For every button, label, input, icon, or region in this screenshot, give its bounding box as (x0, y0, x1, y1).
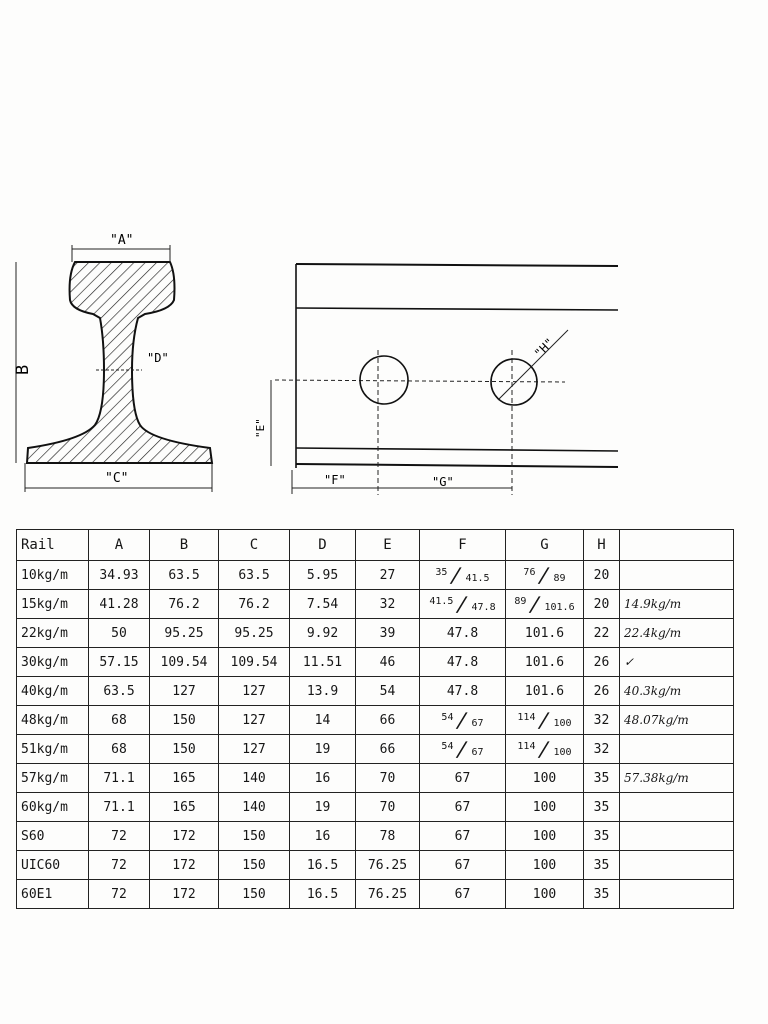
cell-h: 22 (584, 619, 620, 648)
cell-b: 63.5 (150, 561, 219, 590)
cell-a: 72 (89, 822, 150, 851)
cell-g: 101.6 (506, 677, 584, 706)
cell-b: 165 (150, 793, 219, 822)
cell-e: 78 (356, 822, 420, 851)
cell-d: 14 (290, 706, 356, 735)
cell-handwritten-note: 57.38kg/m (620, 764, 734, 793)
cell-g: 100 (506, 822, 584, 851)
label-f: "F" (324, 473, 346, 487)
cell-f (420, 590, 506, 619)
cell-b: 172 (150, 851, 219, 880)
cell-e: 32 (356, 590, 420, 619)
cell-c: 150 (219, 851, 290, 880)
cell-e: 54 (356, 677, 420, 706)
slash-mark: / (527, 592, 544, 616)
cell-e: 46 (356, 648, 420, 677)
cell-handwritten-note (620, 793, 734, 822)
cell-rail: 60E1 (17, 880, 89, 909)
cell-g: 100 (506, 880, 584, 909)
table-row (17, 793, 734, 822)
cell-d: 19 (290, 793, 356, 822)
cell-f-second: 67 (471, 717, 484, 729)
cell-f-second: 47.8 (471, 601, 496, 613)
label-c: "C" (105, 471, 129, 486)
rail-profile-shape (27, 262, 212, 463)
cell-rail: 30kg/m (17, 648, 89, 677)
cell-a: 68 (89, 735, 150, 764)
cell-e: 66 (356, 706, 420, 735)
table-header-row (17, 530, 734, 561)
cell-c: 150 (219, 822, 290, 851)
cell-a: 41.28 (89, 590, 150, 619)
cell-a: 63.5 (89, 677, 150, 706)
cell-c: 127 (219, 677, 290, 706)
cell-rail: 51kg/m (17, 735, 89, 764)
cell-h: 35 (584, 880, 620, 909)
col-header-rail: Rail (17, 530, 89, 561)
cell-h: 35 (584, 851, 620, 880)
slash-mark: / (454, 737, 471, 761)
cell-f: 47.8 (420, 648, 506, 677)
cell-handwritten-note (620, 851, 734, 880)
table-row (17, 735, 734, 764)
cell-a: 71.1 (89, 764, 150, 793)
cell-d: 16 (290, 764, 356, 793)
cell-c: 76.2 (219, 590, 290, 619)
cell-b: 95.25 (150, 619, 219, 648)
cell-f (420, 706, 506, 735)
bolt-hole-1 (360, 356, 408, 404)
cell-handwritten-note: 14.9kg/m (620, 590, 734, 619)
cell-rail: 10kg/m (17, 561, 89, 590)
cell-d: 5.95 (290, 561, 356, 590)
slash-mark: / (454, 708, 471, 732)
cell-d: 19 (290, 735, 356, 764)
cell-g-second: 89 (553, 572, 566, 584)
cell-f: 67 (420, 851, 506, 880)
cell-g (506, 590, 584, 619)
col-header-d: D (290, 530, 356, 561)
col-header-g: G (506, 530, 584, 561)
cell-a: 50 (89, 619, 150, 648)
table-row (17, 619, 734, 648)
cell-b: 172 (150, 880, 219, 909)
cell-g: 101.6 (506, 648, 584, 677)
cell-g (506, 561, 584, 590)
cell-f: 47.8 (420, 677, 506, 706)
cell-rail: UIC60 (17, 851, 89, 880)
cell-handwritten-note (620, 822, 734, 851)
col-header-notes (620, 530, 734, 561)
cell-d: 16 (290, 822, 356, 851)
cell-b: 127 (150, 677, 219, 706)
slash-mark: / (536, 737, 553, 761)
cell-rail: 22kg/m (17, 619, 89, 648)
cell-g: 100 (506, 793, 584, 822)
cell-d: 13.9 (290, 677, 356, 706)
col-header-h: H (584, 530, 620, 561)
table-row (17, 822, 734, 851)
cell-c: 95.25 (219, 619, 290, 648)
rail-dimension-table (16, 529, 734, 909)
table-row (17, 851, 734, 880)
cell-c: 127 (219, 706, 290, 735)
slash-mark: / (448, 563, 465, 587)
cell-d: 11.51 (290, 648, 356, 677)
cell-g (506, 706, 584, 735)
table-row (17, 561, 734, 590)
cell-g-first: 89 (514, 595, 527, 607)
cell-e: 70 (356, 793, 420, 822)
cell-rail: 48kg/m (17, 706, 89, 735)
cell-g-second: 101.6 (544, 601, 575, 613)
cell-rail: 40kg/m (17, 677, 89, 706)
cell-c: 127 (219, 735, 290, 764)
label-a: "A" (110, 233, 134, 248)
cell-e: 70 (356, 764, 420, 793)
cell-b: 172 (150, 822, 219, 851)
cell-h: 32 (584, 735, 620, 764)
cell-d: 16.5 (290, 851, 356, 880)
cell-f-second: 67 (471, 746, 484, 758)
cell-b: 109.54 (150, 648, 219, 677)
label-b: B (13, 364, 33, 375)
cell-e: 39 (356, 619, 420, 648)
cell-g-first: 114 (517, 711, 536, 723)
cell-f-first: 41.5 (429, 595, 454, 607)
cell-g-second: 100 (553, 746, 572, 758)
table-row (17, 648, 734, 677)
cell-handwritten-note: 22.4kg/m (620, 619, 734, 648)
cell-g: 100 (506, 851, 584, 880)
cell-g-second: 100 (553, 717, 572, 729)
cell-rail: 15kg/m (17, 590, 89, 619)
cell-d: 16.5 (290, 880, 356, 909)
cell-a: 72 (89, 880, 150, 909)
cell-f: 67 (420, 880, 506, 909)
slash-mark: / (536, 563, 553, 587)
col-header-c: C (219, 530, 290, 561)
cell-b: 150 (150, 706, 219, 735)
cell-h: 32 (584, 706, 620, 735)
label-e: "E" (254, 418, 267, 438)
cell-h: 35 (584, 822, 620, 851)
cell-c: 140 (219, 793, 290, 822)
cell-a: 34.93 (89, 561, 150, 590)
table-row (17, 590, 734, 619)
cell-g: 101.6 (506, 619, 584, 648)
slash-mark: / (454, 592, 471, 616)
col-header-e: E (356, 530, 420, 561)
label-h: "H" (531, 335, 557, 361)
cell-f: 67 (420, 822, 506, 851)
cell-b: 165 (150, 764, 219, 793)
cell-h: 26 (584, 677, 620, 706)
rail-side-view-diagram (254, 250, 630, 500)
cell-f: 47.8 (420, 619, 506, 648)
cell-c: 109.54 (219, 648, 290, 677)
cell-e: 76.25 (356, 880, 420, 909)
label-d: "D" (147, 351, 169, 365)
cell-h: 35 (584, 793, 620, 822)
cell-rail: S60 (17, 822, 89, 851)
cell-h: 26 (584, 648, 620, 677)
cell-handwritten-note: 48.07kg/m (620, 706, 734, 735)
cell-c: 63.5 (219, 561, 290, 590)
cell-h: 35 (584, 764, 620, 793)
cell-handwritten-note: 40.3kg/m (620, 677, 734, 706)
cell-f: 67 (420, 793, 506, 822)
cell-handwritten-note (620, 561, 734, 590)
cell-f-second: 41.5 (465, 572, 490, 584)
cell-f-first: 35 (435, 566, 448, 578)
table-row (17, 677, 734, 706)
cell-d: 7.54 (290, 590, 356, 619)
slash-mark: / (536, 708, 553, 732)
cell-a: 71.1 (89, 793, 150, 822)
table-row (17, 880, 734, 909)
cell-b: 76.2 (150, 590, 219, 619)
cell-a: 57.15 (89, 648, 150, 677)
cell-f-first: 54 (441, 740, 454, 752)
col-header-a: A (89, 530, 150, 561)
cell-f: 67 (420, 764, 506, 793)
label-g: "G" (432, 475, 454, 489)
cell-g (506, 735, 584, 764)
cell-e: 27 (356, 561, 420, 590)
cell-c: 150 (219, 880, 290, 909)
cell-b: 150 (150, 735, 219, 764)
cell-e: 66 (356, 735, 420, 764)
cell-a: 68 (89, 706, 150, 735)
cell-e: 76.25 (356, 851, 420, 880)
rail-cross-section-diagram (0, 220, 240, 510)
col-header-b: B (150, 530, 219, 561)
col-header-f: F (420, 530, 506, 561)
cell-handwritten-note (620, 880, 734, 909)
table-row (17, 706, 734, 735)
cell-f (420, 561, 506, 590)
cell-handwritten-note: ✓ (620, 648, 734, 677)
cell-a: 72 (89, 851, 150, 880)
cell-f-first: 54 (441, 711, 454, 723)
cell-rail: 60kg/m (17, 793, 89, 822)
table-row (17, 764, 734, 793)
cell-g: 100 (506, 764, 584, 793)
cell-g-first: 76 (523, 566, 536, 578)
cell-f (420, 735, 506, 764)
cell-c: 140 (219, 764, 290, 793)
cell-d: 9.92 (290, 619, 356, 648)
cell-rail: 57kg/m (17, 764, 89, 793)
cell-h: 20 (584, 561, 620, 590)
cell-handwritten-note (620, 735, 734, 764)
cell-h: 20 (584, 590, 620, 619)
cell-g-first: 114 (517, 740, 536, 752)
